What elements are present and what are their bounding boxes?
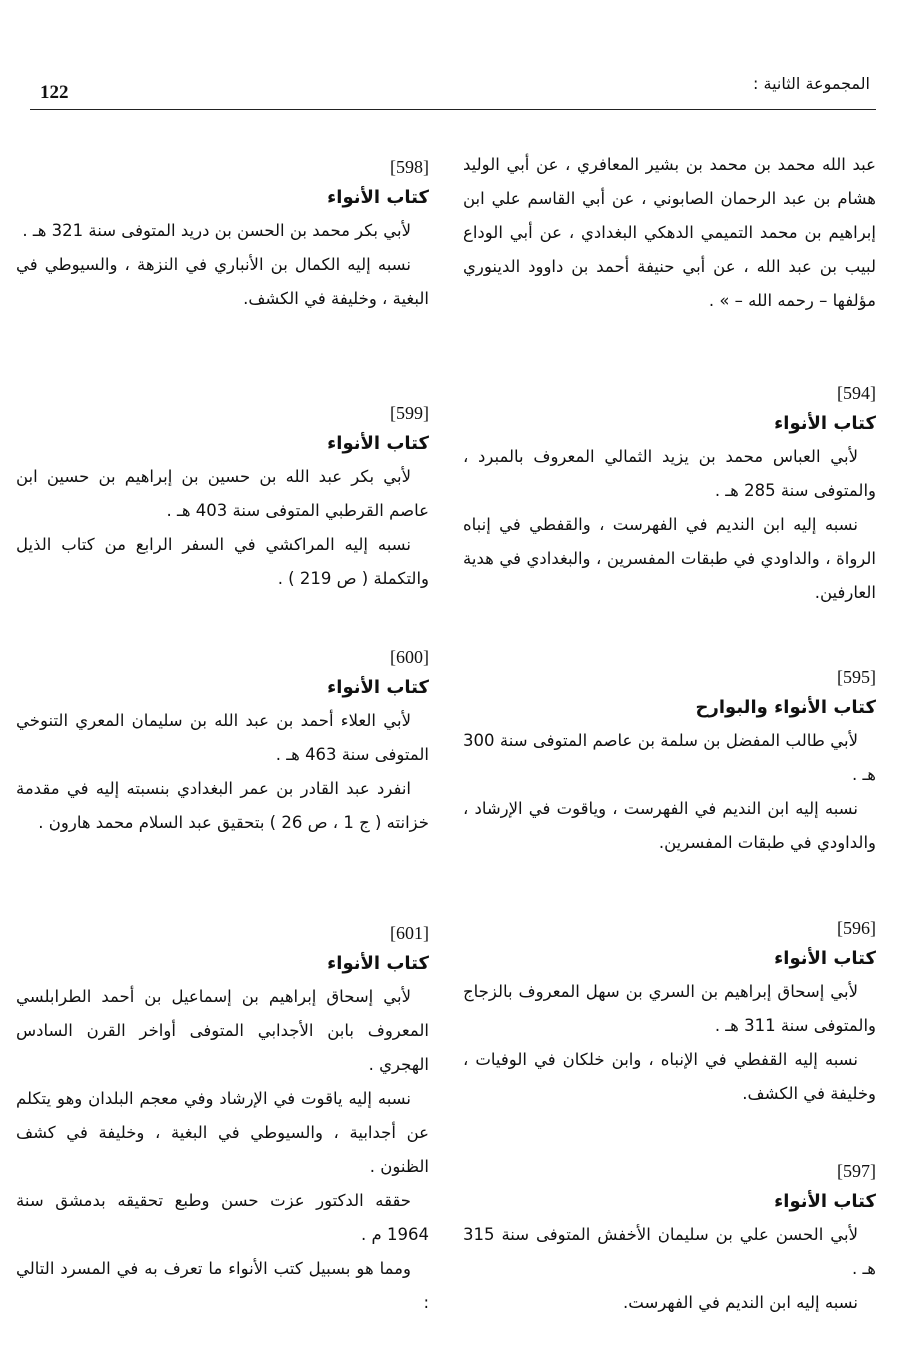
entry-title: كتاب الأنواء: [774, 413, 876, 434]
entry-note: نسبه إليه الكمال بن الأنباري في النزهة ، والسيوطي في البغية ، وخليفة في الكشف.: [16, 255, 429, 308]
entry-number: [601]: [390, 923, 429, 943]
entry-author: لأبي إسحاق إبراهيم بن إسماعيل بن أحمد الطرابلسي المعروف بابن الأجدابي المتوفى أواخر القرن السادس الهجري .: [16, 987, 429, 1074]
page-number: 122: [40, 82, 69, 103]
entry-note: نسبه إليه ابن النديم في الفهرست ، والقفطي في إنباه الرواة ، والداودي في طبقات المفسرين ، والبغدادي في هدية العارفين.: [463, 515, 876, 602]
running-head: المجموعة الثانية :: [753, 74, 870, 93]
entry-extra: حققه الدكتور عزت حسن وطبع تحقيقه بدمشق سنة 1964 م .: [16, 1191, 429, 1244]
entry-author: لأبي إسحاق إبراهيم بن السري بن سهل المعروف بالزجاج والمتوفى سنة 311 هـ .: [463, 982, 876, 1035]
entry-599: [16, 398, 429, 596]
entry-note: نسبه إليه ابن النديم في الفهرست ، وياقوت في الإرشاد ، والداودي في طبقات المفسرين.: [463, 799, 876, 852]
continuation-paragraph: عبد الله محمد بن محمد بن بشير المعافري ، عن أبي الوليد هشام بن عبد الرحمان الصابوني ، عن أبي القاسم علي ابن إبراهيم بن محمد التميمي الدهكي البغدادي ، عن أبي الوداع لبيب بن عبد الله ، عن أبي حنيفة أحمد بن داوود الدينوري مؤلفها – رحمه الله – » .: [463, 155, 876, 310]
entry-author: لأبي العلاء أحمد بن عبد الله بن سليمان المعري التنوخي المتوفى سنة 463 هـ .: [16, 711, 429, 764]
entry-note: انفرد عبد القادر بن عمر البغدادي بنسبته إليه في مقدمة خزانته ( ج 1 ، ص 26 ) بتحقيق عبد السلام محمد هارون .: [16, 779, 429, 832]
continuation-text: [463, 148, 876, 318]
entry-title: كتاب الأنواء: [327, 953, 429, 974]
entry-title: كتاب الأنواء: [774, 948, 876, 969]
entry-title: كتاب الأنواء: [327, 433, 429, 454]
header-rule: [30, 109, 876, 110]
entry-596: [463, 913, 876, 1111]
entry-number: [600]: [390, 647, 429, 667]
entry-number: [598]: [390, 157, 429, 177]
entry-note: نسبه إليه ابن النديم في الفهرست.: [623, 1293, 858, 1312]
entry-number: [597]: [837, 1161, 876, 1181]
entry-author: لأبي بكر عبد الله بن حسين بن إبراهيم بن حسين ابن عاصم القرطبي المتوفى سنة 403 هـ .: [16, 467, 429, 520]
entry-601: [16, 918, 429, 1320]
entry-number: [596]: [837, 918, 876, 938]
entry-number: [594]: [837, 383, 876, 403]
entry-extra: ومما هو بسبيل كتب الأنواء ما تعرف به في المسرد التالي :: [16, 1259, 429, 1312]
entry-title: كتاب الأنواء والبوارح: [695, 697, 876, 718]
entry-author: لأبي الحسن علي بن سليمان الأخفش المتوفى سنة 315 هـ .: [463, 1225, 876, 1278]
entry-number: [599]: [390, 403, 429, 423]
entry-author: لأبي العباس محمد بن يزيد الثمالي المعروف بالمبرد ، والمتوفى سنة 285 هـ .: [463, 447, 876, 500]
entry-594: [463, 378, 876, 610]
entry-author: لأبي طالب المفضل بن سلمة بن عاصم المتوفى سنة 300 هـ .: [463, 731, 876, 784]
entry-title: كتاب الأنواء: [774, 1191, 876, 1212]
entry-595: [463, 662, 876, 860]
entry-note: نسبه إليه القفطي في الإنباه ، وابن خلكان في الوفيات ، وخليفة في الكشف.: [463, 1050, 876, 1103]
entry-note: نسبه إليه المراكشي في السفر الرابع من كتاب الذيل والتكملة ( ص 219 ) .: [16, 535, 429, 588]
entry-597: [463, 1156, 876, 1320]
entry-number: [595]: [837, 667, 876, 687]
entry-note: نسبه إليه ياقوت في الإرشاد وفي معجم البلدان وهو يتكلم عن أجدابية ، والسيوطي في البغية ، وخليفة في كشف الظنون .: [16, 1089, 429, 1176]
entry-title: كتاب الأنواء: [327, 187, 429, 208]
entry-600: [16, 642, 429, 840]
entry-author: لأبي بكر محمد بن الحسن بن دريد المتوفى سنة 321 هـ .: [22, 221, 411, 240]
entry-title: كتاب الأنواء: [327, 677, 429, 698]
page-header: [30, 72, 876, 106]
entry-598: [16, 152, 429, 316]
